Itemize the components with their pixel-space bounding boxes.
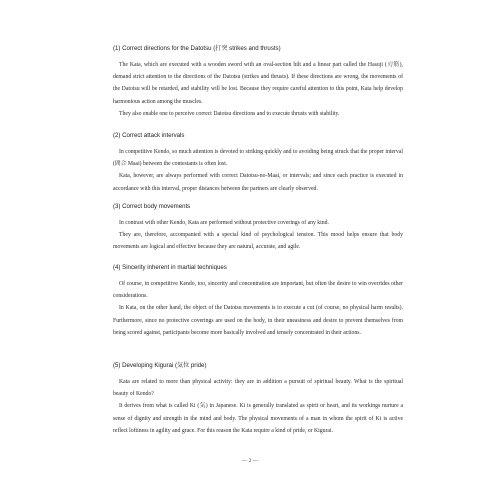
- section-heading: (2) Correct attack intervals: [113, 132, 185, 139]
- section-kigurai: [113, 362, 403, 437]
- paragraph: They are, therefore, accompanied with a special kind of psychological tension. This mood helps ensure that body movements are logical and effective because they are natural, accurate, and agile.: [113, 232, 403, 251]
- section-sincerity: [113, 264, 403, 339]
- section-heading: (1) Correct directions for the Datotsu (打突 strikes and thrusts): [113, 45, 281, 52]
- paragraph: Kata, however, are always performed with correct Datotsu-no-Maai, or intervals; and since each practice is executed in accordance with this interval, proper distances between the partners are clearly observed.: [113, 173, 403, 192]
- paragraph: Of course, in competitive Kendo, too, sincerity and concentration are important, but often the desire to win overrides other considerations.: [113, 281, 403, 300]
- section-correct-directions: [113, 45, 403, 120]
- section-heading: (4) Sincerity inherent in martial techniques: [113, 264, 227, 271]
- paragraph: The Kata, which are executed with a wooden sword with an oval-section hilt and a linear part called the Hasuji (刃筋), demand strict attention to the directions of the Datotsu (strikes and thrusts). If these directions are wrong, the movements of the Datotsu will be retarded, and stability will be lost. Because they require careful attention to this point, Kata help develop harmonious action among the muscles.: [113, 62, 403, 105]
- paragraph: They also enable one to perceive correct Datotsu directions and to execute thrusts with stability.: [119, 110, 340, 117]
- paragraph: In competitive Kendo, so much attention is devoted to striking quickly and to avoiding being struck that the proper interval (間合 Maai) between the contestants is often lost.: [113, 149, 403, 168]
- page-number: — 2 —: [241, 458, 259, 464]
- section-heading: (5) Developing Kigurai (気位 pride): [113, 362, 207, 369]
- section-attack-intervals: [113, 132, 403, 195]
- section-heading: (3) Correct body movements: [113, 203, 191, 210]
- paragraph: In contrast with other Kendo, Kata are performed without protective coverings of any kind.: [119, 220, 329, 226]
- paragraph: In Kata, on the other hand, the object of the Datotsu movements is to execute a cut (of course, no physical harm results). Furthermore, since no protective coverings are used on the body, in their uneasiness and desire to prevent themselves from being scored against, participants become more basically involved and tensely concentrated in their actions.: [113, 305, 403, 336]
- paragraph: Kata are related to more than physical activity: they are in addition a pursuit of spiritual beauty. What is the spiritual beauty of Kendo?: [113, 379, 403, 398]
- paragraph: It derives from what is called Ki (気) in Japanese. Ki is generally translated as spirit or heart, and its workings nurture a sense of dignity and strength in the mind and body. The physical movements of a man in whom the spirit of Ki is active reflect loftiness in agility and grace. For this reason the Kata require a kind of pride, or Kigurai.: [113, 403, 403, 434]
- section-body-movements: [113, 203, 403, 254]
